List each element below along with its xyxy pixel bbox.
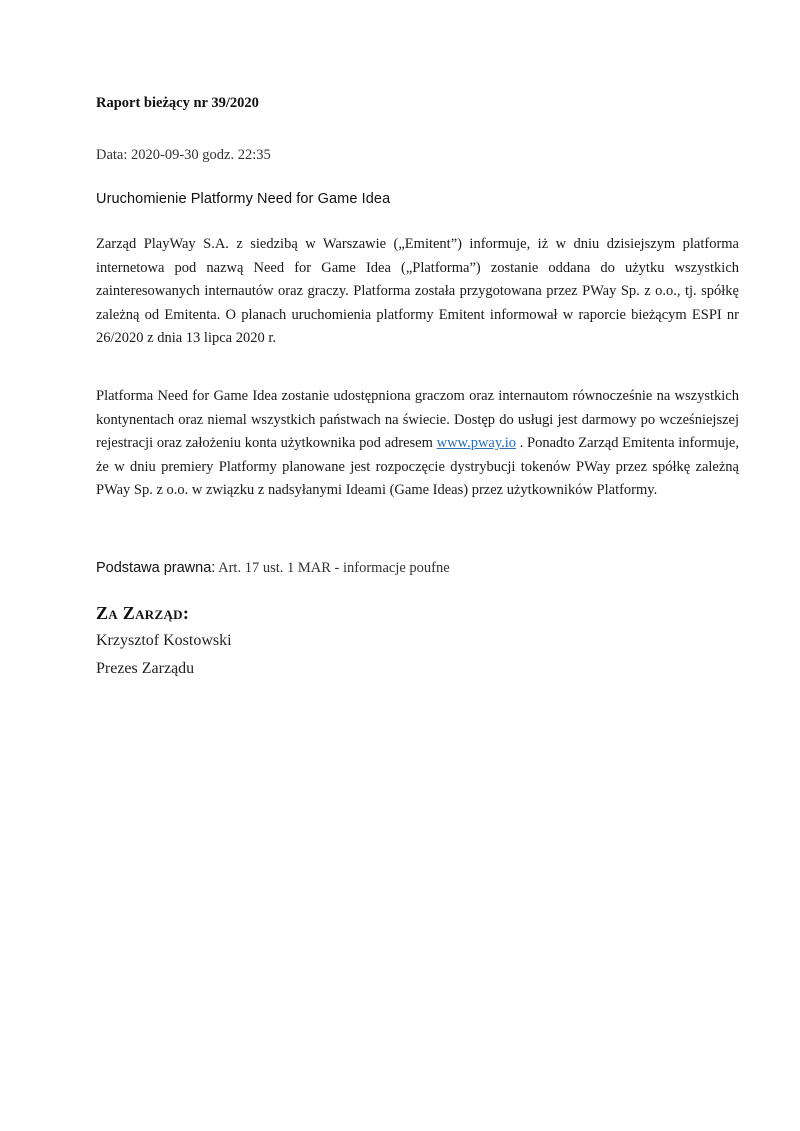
board-heading: Za Zarząd: (96, 603, 190, 623)
report-title: Raport bieżący nr 39/2020 (96, 95, 259, 111)
pway-website-link[interactable]: www.pway.io (436, 435, 517, 451)
report-subject: Uruchomienie Platformy Need for Game Idea (96, 191, 391, 207)
paragraph-details-text-2: . Ponadto Zarząd Emitenta informuje, że w dniu premiery Platformy planowane jest rozpoczęcie dystrybucji tokenów PWay przez spółkę zależną PWay Sp. z o.o. w związku z nadsyłanymi Ideami (Game Ideas) przez użytkowników Platformy. (96, 435, 739, 498)
paragraph-details (96, 385, 739, 503)
legal-basis-value: Art. 17 ust. 1 MAR - informacje poufne (215, 560, 450, 576)
signer-name: Krzysztof Kostowski (96, 632, 232, 649)
legal-basis-label: Podstawa prawna: (96, 560, 216, 576)
signer-role: Prezes Zarządu (96, 660, 195, 677)
paragraph-intro: Zarząd PlayWay S.A. z siedzibą w Warszawie („Emitent”) informuje, iż w dniu dzisiejszym platforma internetowa pod nazwą Need for Game Idea („Platforma”) zostanie oddana do użytku wszystkich zainteresowanych internautów oraz graczy. Platforma została przygotowana przez PWay Sp. z o.o., tj. spółkę zależną od Emitenta. O planach uruchomienia platformy Emitent informował w raporcie bieżącym ESPI nr 26/2020 z dnia 13 lipca 2020 r. (96, 236, 739, 346)
paragraph-details-text-1: Platforma Need for Game Idea zostanie udostępniona graczom oraz internautom równocześnie na wszystkich kontynentach oraz niemal wszystkich państwach na świecie. Dostęp do usługi jest darmowy po wcześniejszej rejestracji oraz założeniu konta użytkownika pod adresem (96, 388, 739, 451)
report-date: Data: 2020-09-30 godz. 22:35 (96, 147, 271, 163)
legal-basis (96, 560, 450, 577)
